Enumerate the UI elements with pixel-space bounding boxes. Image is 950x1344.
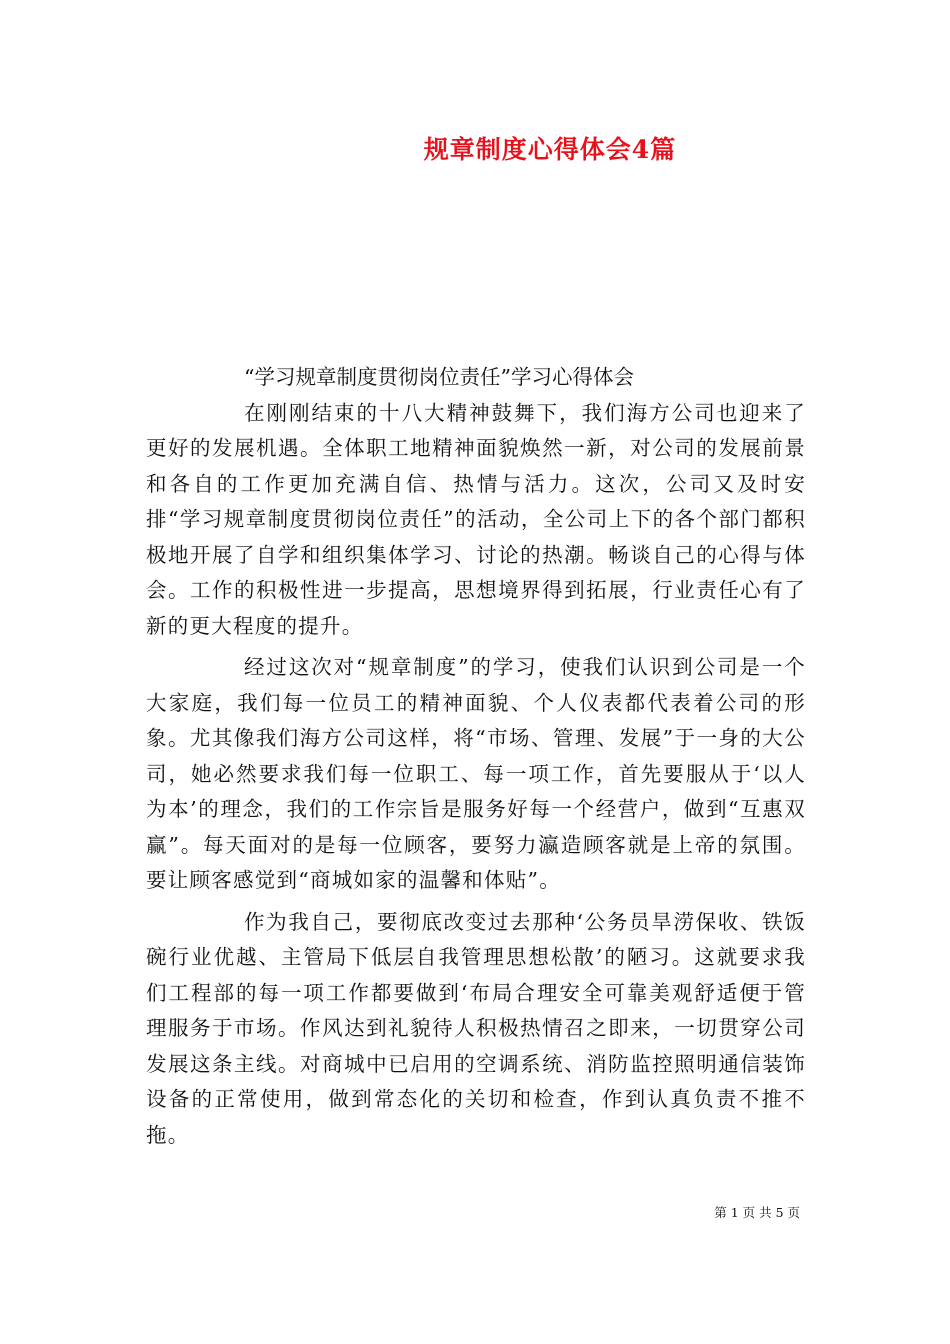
page-number: 第 1 页 共 5 页 xyxy=(714,1205,800,1220)
document-title: 规章制度心得体会4篇 xyxy=(423,135,677,164)
article-body xyxy=(146,360,806,1159)
article-subtitle: “学习规章制度贯彻岗位责任”学习心得体会 xyxy=(244,365,634,389)
paragraph-1: 在刚刚结束的十八大精神鼓舞下，我们海方公司也迎来了更好的发展机遇。全体职工地精神面貌焕然一新，对公司的发展前景和各自的工作更加充满自信、热情与活力。这次，公司又及时安排“学习规章制度贯彻岗位责任”的活动，全公司上下的各个部门都积极地开展了自学和组织集体学习、讨论的热潮。畅谈自己的心得与体会。工作的积极性进一步提高，思想境界得到拓展，行业责任心有了新的更大程度的提升。 xyxy=(146,400,806,638)
paragraph-2: 经过这次对“规章制度”的学习，使我们认识到公司是一个大家庭，我们每一位员工的精神面貌、个人仪表都代表着公司的形象。尤其像我们海方公司这样，将“市场、管理、发展”于一身的大公司，她必然要求我们每一位职工、每一项工作，首先要服从于‘以人为本’的理念，我们的工作宗旨是服务好每一个经营户，做到“互惠双赢”。每天面对的是每一位顾客，要努力瀛造顾客就是上帝的氛围。要让顾客感觉到“商城如家的温馨和体贴”。 xyxy=(146,655,806,892)
paragraph-3: 作为我自己，要彻底改变过去那种‘公务员旱涝保收、铁饭碗行业优越、主管局下低层自我管理思想松散’的陋习。这就要求我们工程部的每一项工作都要做到‘布局合理安全可靠美观舒适便于管理服务于市场。作风达到礼貌待人积极热情召之即来，一切贯穿公司发展这条主线。对商城中已启用的空调系统、消防监控照明通信装饰设备的正常使用，做到常态化的关切和检查，作到认真负责不推不拖。 xyxy=(146,909,806,1147)
